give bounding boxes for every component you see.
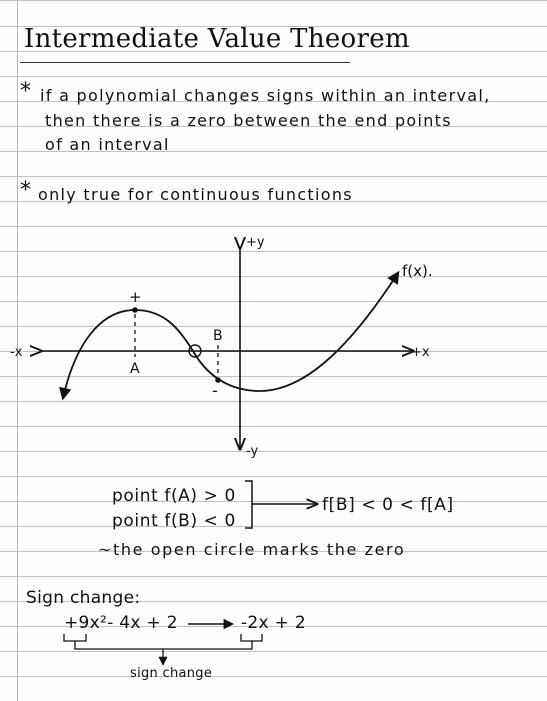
bullet-1-line-2: then there is a zero between the end points bbox=[45, 111, 452, 130]
y-top-label: +y bbox=[246, 235, 265, 250]
x-right-label: +x bbox=[411, 345, 430, 360]
point-b-label: B bbox=[213, 328, 223, 344]
minus-sign: - bbox=[212, 381, 218, 400]
curve-label: f(x). bbox=[402, 262, 433, 280]
left-term-bracket bbox=[64, 634, 86, 641]
plus-sign: + bbox=[129, 288, 142, 306]
condition-bracket bbox=[245, 481, 252, 528]
sign-change-heading: Sign change: bbox=[26, 588, 141, 608]
sign-change-connector bbox=[75, 641, 252, 649]
right-term-bracket bbox=[241, 634, 262, 641]
y-bottom-label: -y bbox=[246, 444, 259, 459]
point-a-label: A bbox=[130, 361, 140, 377]
bullet-2-line-1: only true for continuous functions bbox=[38, 185, 353, 204]
bullet-marker-1: * bbox=[20, 79, 31, 104]
condition-point-b: point f(B) < 0 bbox=[112, 511, 236, 531]
bullet-1-line-3: of an interval bbox=[45, 135, 170, 154]
condition-result: f[B] < 0 < f[A] bbox=[322, 495, 454, 515]
page-title: Intermediate Value Theorem bbox=[24, 24, 410, 54]
sign-change-caption: sign change bbox=[130, 666, 213, 681]
x-left-label: -x bbox=[10, 345, 23, 360]
bullet-1-line-1: if a polynomial changes signs within an interval, bbox=[40, 86, 491, 105]
function-curve bbox=[63, 273, 398, 398]
open-circle-note: ~the open circle marks the zero bbox=[98, 540, 406, 559]
bullet-marker-2: * bbox=[20, 178, 31, 203]
expression-right: -2x + 2 bbox=[241, 613, 306, 633]
point-a-dot bbox=[132, 307, 138, 313]
expression-left: +9x²- 4x + 2 bbox=[64, 613, 178, 633]
condition-point-a: point f(A) > 0 bbox=[112, 486, 236, 506]
